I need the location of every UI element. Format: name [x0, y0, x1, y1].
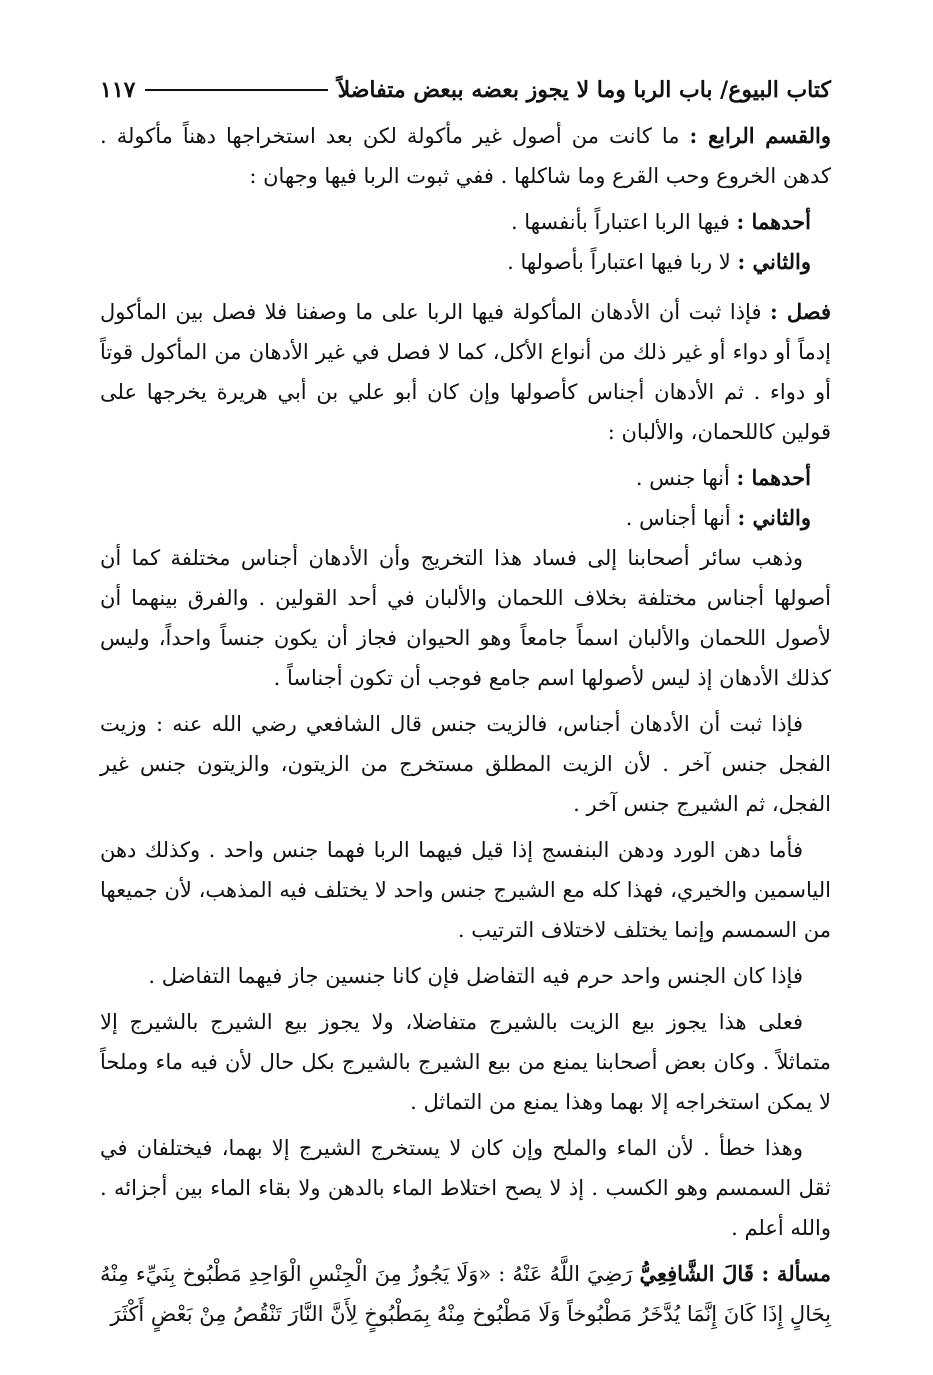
paragraph-5: فأما دهن الورد ودهن البنفسج إذا قيل فيهما الربا فهما جنس واحد . وكذلك دهن الياسمين والخيري، فهذا كله مع الشيرج جنس واحد لا يختلف فيه المذهب، لأن جميعها من السمسم وإنما يختلف لاختلاف الترتيب . — [100, 838, 831, 942]
paragraph-2 — [100, 292, 831, 452]
item-text: أنها أجناس . — [625, 506, 731, 530]
quoted-text: رَضِيَ اللَّهُ عَنْهُ : «وَلَا يَجُوزُ مِنَ الْجِنْسِ الْوَاحِدِ مَطْبُوخ بِنَيِّء مِنْهُ بِحَالٍ إِذَا كَانَ إِنَّمَا يُدَّخَرُ مَطْبُوخاً وَلَا مَطْبُوخ مِنْهُ بِمَطْبُوخٍ لِأَنَّ النَّارَ تَنْقُصُ مِنْ بَعْضٍ أَكْثَرَ — [100, 1262, 831, 1326]
item-lead: والثاني : — [737, 505, 811, 530]
paragraph-text: ما كانت من أصول غير مأكولة لكن بعد استخراجها دهناً مأكولة . كدهن الخروع وحب القرع وما شاكلها . ففي ثبوت الربا فيها وجهان : — [100, 124, 831, 188]
item-lead: والثاني : — [737, 249, 811, 274]
paragraph-7: فعلى هذا يجوز بيع الزيت بالشيرج متفاضلا، ولا يجوز بيع الشيرج بالشيرج إلا متماثلاً . وكان بعض أصحابنا يمنع من بيع الشيرج بالشيرج بكل حال لأن فيه ماء وملحاً لا يمكن استخراجه إلا بهما وهذا يمنع من التماثل . — [100, 1010, 831, 1114]
item-lead: أحدهما : — [736, 209, 811, 234]
paragraph-9 — [100, 1254, 831, 1334]
paragraph-3: وذهب سائر أصحابنا إلى فساد هذا التخريج وأن الأدهان أجناس مختلفة كما أن أصولها أجناس مختلفة بخلاف اللحمان والألبان في أحد القولين . والفرق بينهما أن لأصول اللحمان والألبان اسماً جامعاً وهو الحيوان فجاز أن يكون جنساً واحداً، وليس كذلك الأدهان إذ ليس لأصولها اسم جامع فوجب أن تكون أجناساً . — [100, 546, 831, 690]
section-lead: فصل : — [769, 299, 831, 324]
section-lead: والقسم الرابع : — [689, 123, 831, 148]
paragraph-8: وهذا خطأ . لأن الماء والملح وإن كان لا يستخرج الشيرج إلا بهما، فيختلفان في ثقل السمسم وهو الكسب . إذ لا يصح اختلاط الماء بالدهن ولا بقاء الماء بين أجزائه . والله أعلم . — [100, 1136, 831, 1240]
page-body — [100, 116, 831, 1334]
paragraph-4: فإذا ثبت أن الأدهان أجناس، فالزيت جنس قال الشافعي رضي الله عنه : وزيت الفجل جنس آخر . لأن الزيت المطلق مستخرج من الزيتون، والزيتون جنس غير الفجل، ثم الشيرج جنس آخر . — [100, 712, 831, 816]
list-item — [100, 498, 811, 538]
page-number: ١١٧ — [100, 77, 136, 103]
header-title: كتاب البيوع/ باب الربا وما لا يجوز بعضه ببعض متفاضلاً — [337, 77, 831, 103]
item-text: فيها الربا اعتباراً بأنفسها . — [510, 210, 730, 234]
paragraph-text: فإذا ثبت أن الأدهان المأكولة فيها الربا على ما وصفنا فلا فصل بين المأكول إدماً أو دواء أو غير ذلك من أنواع الأكل، كما لا فصل في غير الأدهان من المأكول قوتاً أو دواء . ثم الأدهان أجناس كأصولها وإن كان أبو علي بن أبي هريرة يخرجها على قولين كاللحمان، والألبان : — [100, 300, 831, 444]
list-item — [100, 458, 811, 498]
masala-lead: مسألة : قَالَ الشَّافِعِيُّ — [639, 1261, 831, 1286]
paragraph-6: فإذا كان الجنس واحد حرم فيه التفاضل فإن كانا جنسين جاز فيهما التفاضل . — [148, 964, 803, 988]
running-header — [100, 70, 831, 110]
item-text: لا ربا فيها اعتباراً بأصولها . — [507, 250, 731, 274]
item-lead: أحدهما : — [736, 465, 811, 490]
header-rule — [145, 89, 327, 91]
list-item — [100, 242, 811, 282]
list-item — [100, 202, 811, 242]
item-text: أنها جنس . — [635, 466, 730, 490]
paragraph-1 — [100, 116, 831, 196]
